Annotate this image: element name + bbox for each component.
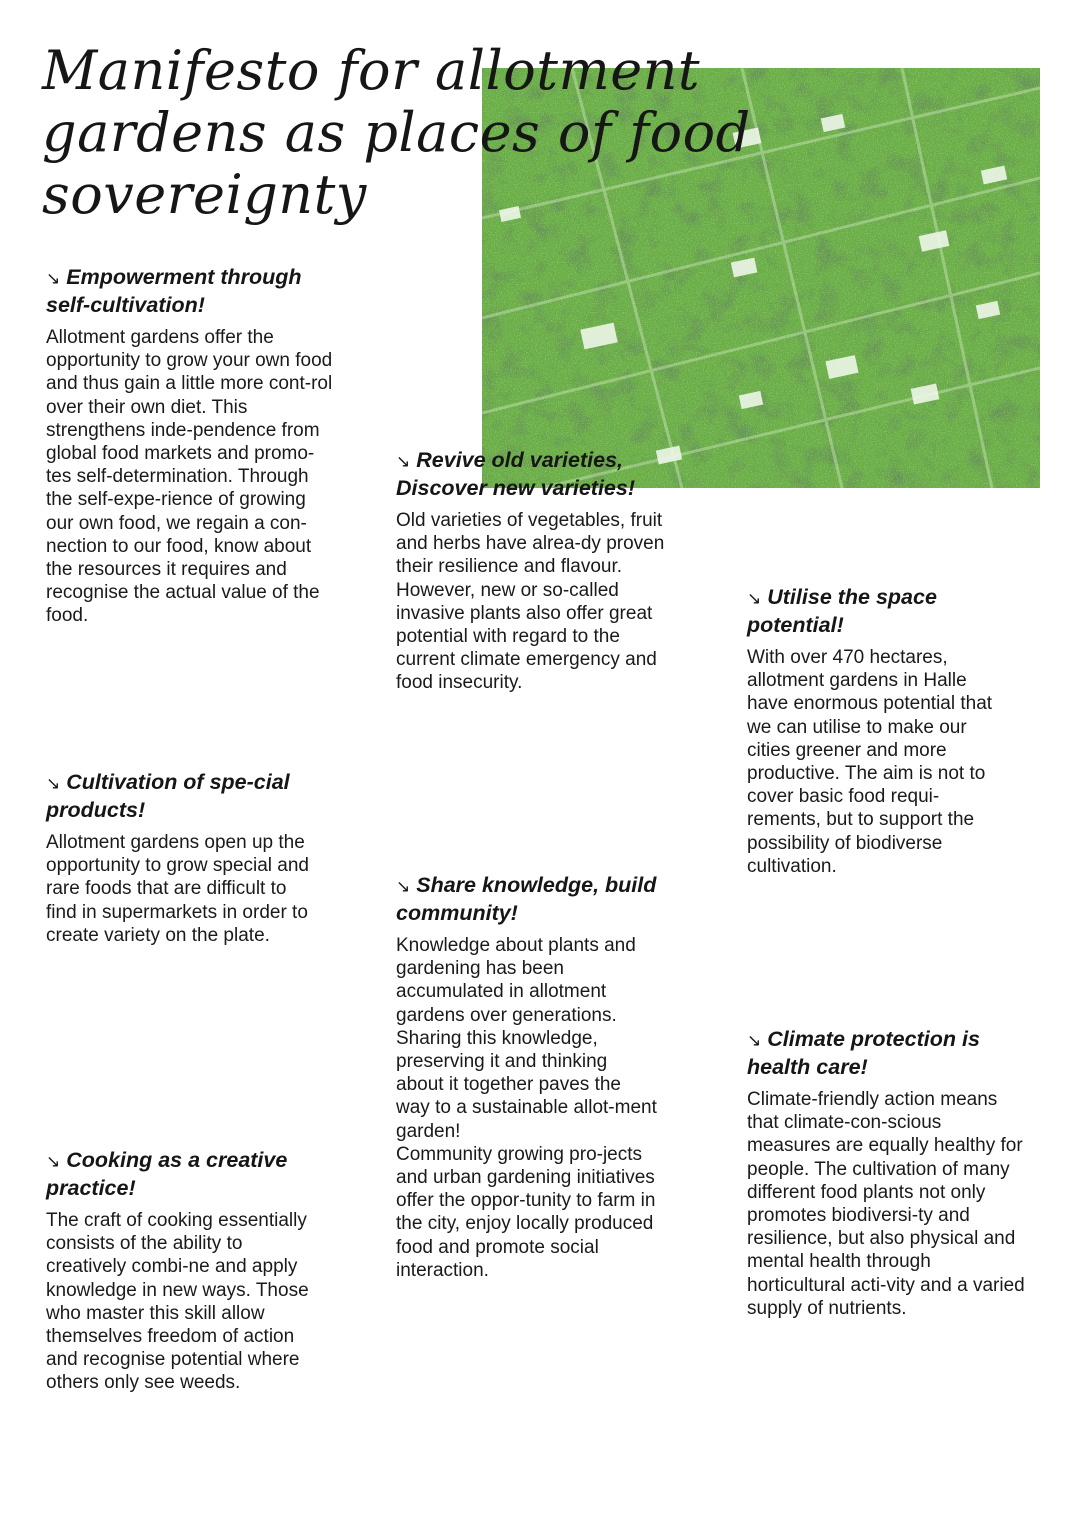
section-body: Old varieties of vegetables, fruit and herbs have alrea-dy proven their resilience and flavour. However, new or so-called invasive plants also offer great potential with regard to the current climate emergency and food insecurity. xyxy=(396,510,665,694)
section-climate-health xyxy=(747,1026,1027,1320)
page-title: Manifesto for allotment gardens as places of food sovereignty xyxy=(42,39,751,226)
arrow-down-right-icon: ↘ xyxy=(747,589,762,608)
section-heading xyxy=(46,1147,316,1201)
arrow-down-right-icon: ↘ xyxy=(46,1152,61,1171)
arrow-down-right-icon: ↘ xyxy=(46,774,61,793)
section-heading xyxy=(396,447,666,501)
section-body: Climate-friendly action means that climate-con-scious measures are equally healthy for people. The cultivation of many different food plants not only promotes biodiversi-ty and resilience, but also physical and mental health through horticultural acti-vity and a varied supply of nutrients. xyxy=(747,1089,1025,1319)
heading-text: Share knowledge, build community! xyxy=(396,873,657,925)
arrow-down-right-icon: ↘ xyxy=(46,269,61,288)
section-body: Allotment gardens open up the opportunity to grow special and rare foods that are difficult to find in supermarkets in order to create variety on the plate. xyxy=(46,832,309,946)
section-special-products xyxy=(46,769,314,947)
arrow-down-right-icon: ↘ xyxy=(747,1031,762,1050)
heading-text: Empowerment through self-cultivation! xyxy=(46,265,302,317)
section-cooking xyxy=(46,1147,316,1395)
arrow-down-right-icon: ↘ xyxy=(396,877,411,896)
section-heading xyxy=(747,584,1012,638)
heading-text: Revive old varieties, Discover new varieties! xyxy=(396,448,636,500)
section-heading xyxy=(46,769,314,823)
heading-text: Cooking as a creative practice! xyxy=(46,1148,288,1200)
section-space-potential xyxy=(747,584,1012,878)
section-heading xyxy=(46,264,336,318)
section-body: Knowledge about plants and gardening has been accumulated in allotment gardens over generations. Sharing this knowledge, preserving it and thinking about it together paves the way to a sustainable allot-ment garden! Community growing pro-jects and urban gardening initiatives offer the oppor-tunity to farm in the city, enjoy locally produced food and promote social interaction. xyxy=(396,935,657,1281)
section-heading xyxy=(747,1026,1027,1080)
section-empowerment xyxy=(46,264,336,628)
section-varieties xyxy=(396,447,666,695)
section-body: With over 470 hectares, allotment gardens in Halle have enormous potential that we can utilise to make our cities greener and more productive. The aim is not to cover basic food requi-rements, but to support the possibility of biodiverse cultivation. xyxy=(747,647,993,877)
section-body: The craft of cooking essentially consists of the ability to creatively combi-ne and apply knowledge in new ways. Those who master this skill allow themselves freedom of action and recognise potential where others only see weeds. xyxy=(46,1210,309,1394)
section-knowledge xyxy=(396,872,658,1282)
section-heading xyxy=(396,872,658,926)
heading-text: Cultivation of spe-cial products! xyxy=(46,770,290,822)
heading-text: Utilise the space potential! xyxy=(747,585,937,637)
arrow-down-right-icon: ↘ xyxy=(396,452,411,471)
heading-text: Climate protection is health care! xyxy=(747,1027,980,1079)
section-body: Allotment gardens offer the opportunity to grow your own food and thus gain a little more cont-rol over their own diet. This strengthens inde-pendence from global food markets and promo-tes self-determination. Through the self-expe-rience of growing our own food, we regain a con-nection to our food, know about the resources it requires and recognise the actual value of the food. xyxy=(46,327,333,627)
